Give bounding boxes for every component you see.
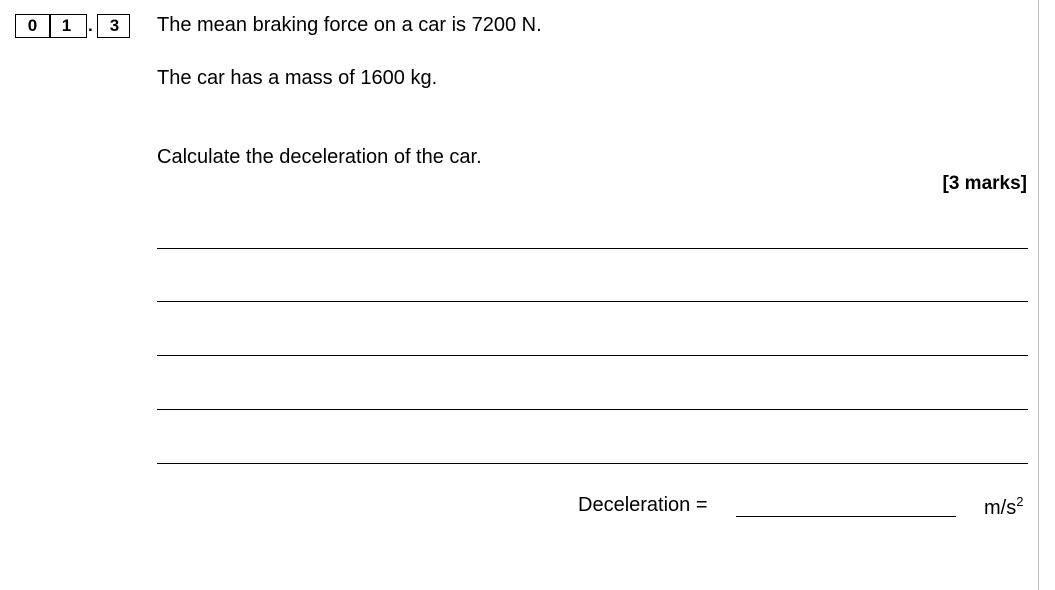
question-line-force: The mean braking force on a car is 7200 N. xyxy=(157,14,542,36)
question-digit-2: 1 xyxy=(61,16,72,35)
working-line-2[interactable] xyxy=(157,301,1028,302)
marks-label: [3 marks] xyxy=(942,173,1027,194)
question-part-number: 3 xyxy=(109,16,120,35)
question-line-mass: The car has a mass of 1600 kg. xyxy=(157,67,438,89)
working-line-4[interactable] xyxy=(157,409,1028,410)
deceleration-unit xyxy=(984,494,1023,520)
unit-exponent: 2 xyxy=(1016,494,1024,509)
question-line-instruction: Calculate the deceleration of the car. xyxy=(157,146,482,168)
question-number-box xyxy=(15,14,87,38)
question-part-box xyxy=(97,14,130,38)
question-separator: . xyxy=(88,16,93,35)
working-line-1[interactable] xyxy=(157,248,1028,249)
question-digit-1: 0 xyxy=(27,16,38,35)
working-line-3[interactable] xyxy=(157,355,1028,356)
deceleration-answer-blank[interactable] xyxy=(736,516,956,517)
unit-base: m/s xyxy=(984,497,1017,519)
deceleration-label: Deceleration = xyxy=(578,494,708,516)
working-line-5[interactable] xyxy=(157,463,1028,464)
page-right-border xyxy=(1038,0,1039,590)
